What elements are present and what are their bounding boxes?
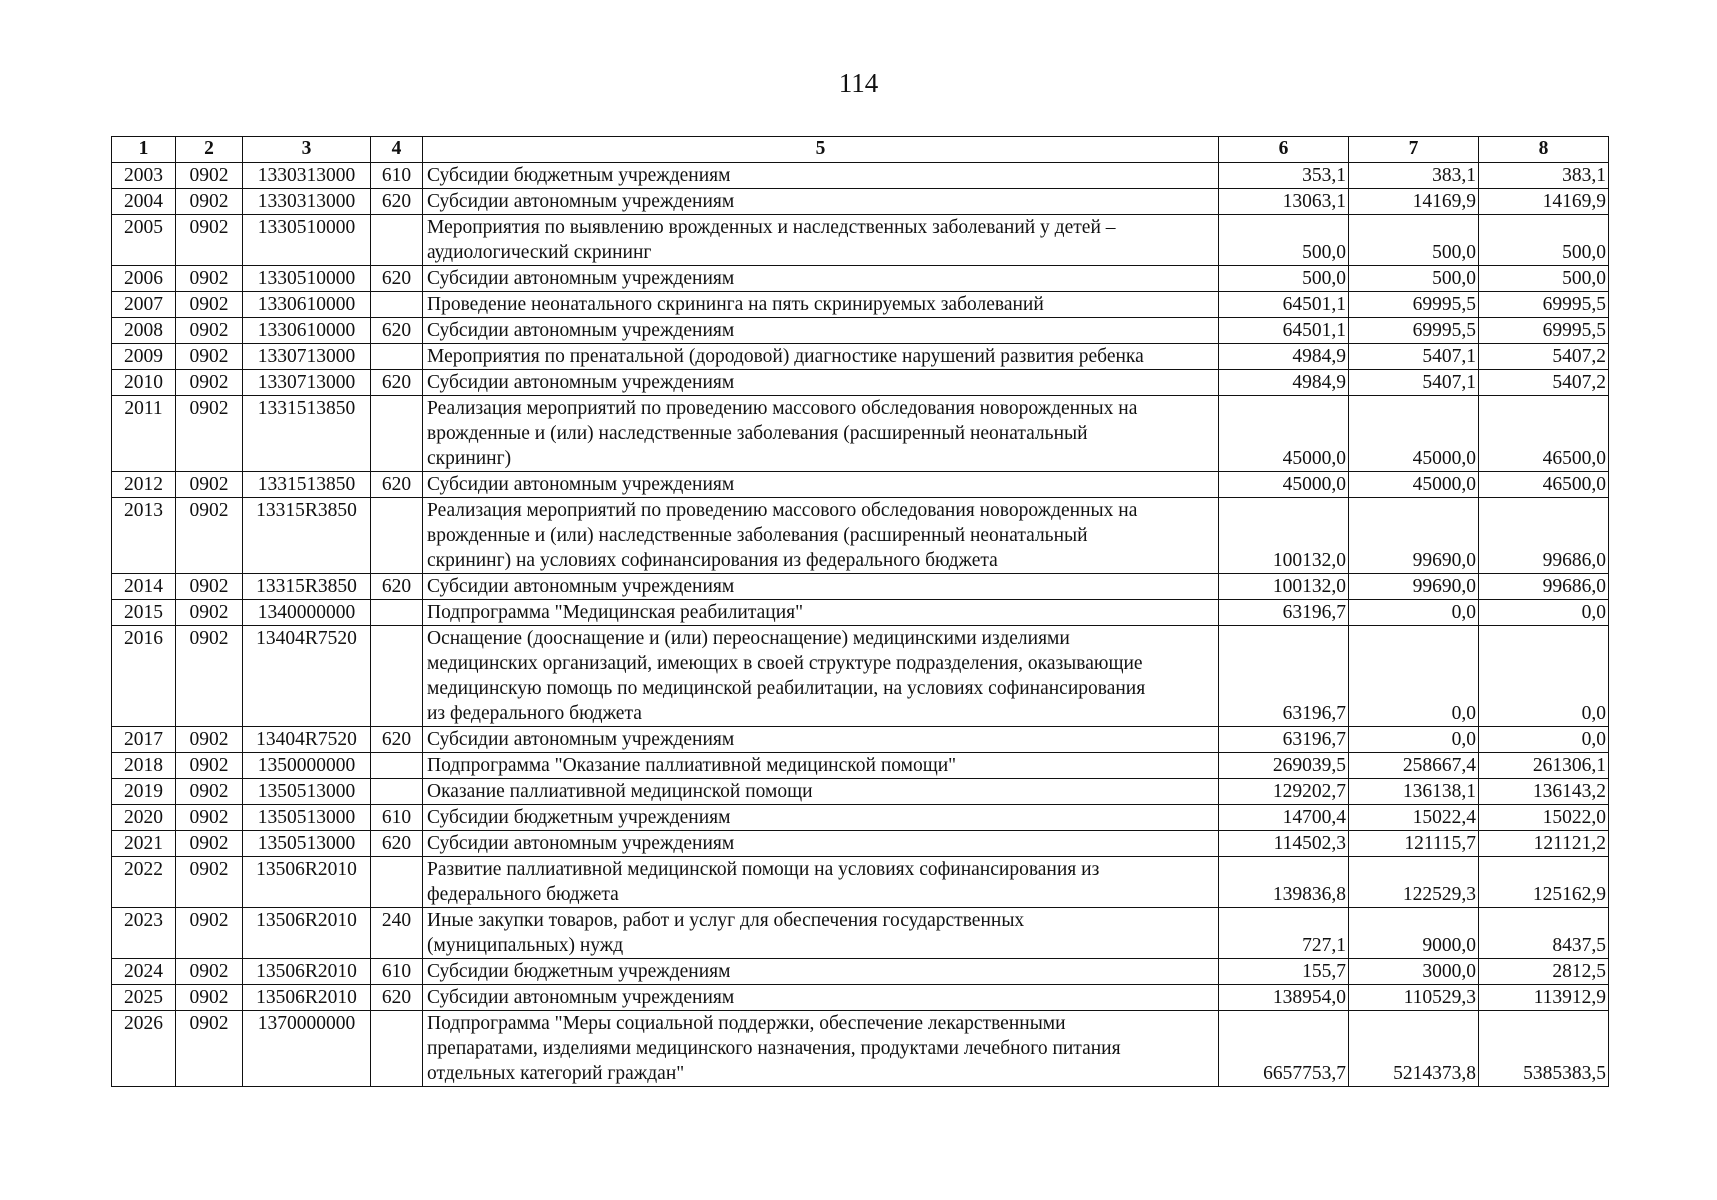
amount-col6-cell: 100132,0 [1219, 498, 1349, 574]
item-name-cell: Развитие паллиативной медицинской помощи на условиях софинансирования из федерального бюджета [423, 857, 1219, 908]
table-row [112, 805, 1609, 831]
item-name-cell: Субсидии автономным учреждениям [423, 831, 1219, 857]
amount-col7-cell: 121115,7 [1349, 831, 1479, 857]
section-code-cell: 0902 [176, 985, 243, 1011]
amount-col7-cell: 258667,4 [1349, 753, 1479, 779]
target-code-cell: 1331513850 [243, 472, 371, 498]
row-number-cell: 2005 [112, 215, 176, 266]
section-code-cell: 0902 [176, 266, 243, 292]
table-row [112, 498, 1609, 574]
target-code-cell: 1350000000 [243, 753, 371, 779]
item-name-cell: Субсидии автономным учреждениям [423, 985, 1219, 1011]
amount-col6-cell: 63196,7 [1219, 626, 1349, 727]
table-row [112, 908, 1609, 959]
expense-type-cell [371, 600, 423, 626]
column-header: 6 [1219, 137, 1349, 163]
target-code-cell: 1340000000 [243, 600, 371, 626]
amount-col6-cell: 63196,7 [1219, 600, 1349, 626]
table-row [112, 574, 1609, 600]
target-code-cell: 13315R3850 [243, 574, 371, 600]
amount-col6-cell: 64501,1 [1219, 292, 1349, 318]
amount-col7-cell: 5214373,8 [1349, 1011, 1479, 1087]
item-name-cell: Субсидии автономным учреждениям [423, 318, 1219, 344]
column-header: 3 [243, 137, 371, 163]
amount-col8-cell: 0,0 [1479, 600, 1609, 626]
item-name-cell: Мероприятия по пренатальной (дородовой) диагностике нарушений развития ребенка [423, 344, 1219, 370]
row-number-cell: 2015 [112, 600, 176, 626]
row-number-cell: 2018 [112, 753, 176, 779]
row-number-cell: 2022 [112, 857, 176, 908]
expense-type-cell: 620 [371, 189, 423, 215]
row-number-cell: 2026 [112, 1011, 176, 1087]
row-number-cell: 2019 [112, 779, 176, 805]
row-number-cell: 2008 [112, 318, 176, 344]
amount-col7-cell: 5407,1 [1349, 370, 1479, 396]
table-row [112, 318, 1609, 344]
amount-col6-cell: 114502,3 [1219, 831, 1349, 857]
section-code-cell: 0902 [176, 215, 243, 266]
amount-col8-cell: 69995,5 [1479, 292, 1609, 318]
amount-col8-cell: 113912,9 [1479, 985, 1609, 1011]
expense-type-cell: 620 [371, 831, 423, 857]
expense-type-cell [371, 1011, 423, 1087]
expense-type-cell: 620 [371, 266, 423, 292]
amount-col8-cell: 99686,0 [1479, 574, 1609, 600]
row-number-cell: 2021 [112, 831, 176, 857]
row-number-cell: 2010 [112, 370, 176, 396]
target-code-cell: 1330610000 [243, 292, 371, 318]
item-name-cell: Подпрограмма "Оказание паллиативной медицинской помощи" [423, 753, 1219, 779]
row-number-cell: 2025 [112, 985, 176, 1011]
amount-col7-cell: 15022,4 [1349, 805, 1479, 831]
amount-col6-cell: 45000,0 [1219, 396, 1349, 472]
amount-col8-cell: 5407,2 [1479, 344, 1609, 370]
expense-type-cell: 620 [371, 985, 423, 1011]
target-code-cell: 1350513000 [243, 805, 371, 831]
budget-table [111, 136, 1609, 1087]
target-code-cell: 13404R7520 [243, 727, 371, 753]
amount-col7-cell: 0,0 [1349, 600, 1479, 626]
row-number-cell: 2003 [112, 163, 176, 189]
table-row [112, 163, 1609, 189]
amount-col6-cell: 500,0 [1219, 266, 1349, 292]
section-code-cell: 0902 [176, 396, 243, 472]
amount-col6-cell: 63196,7 [1219, 727, 1349, 753]
target-code-cell: 1330313000 [243, 163, 371, 189]
amount-col7-cell: 0,0 [1349, 626, 1479, 727]
amount-col7-cell: 500,0 [1349, 215, 1479, 266]
expense-type-cell: 620 [371, 574, 423, 600]
section-code-cell: 0902 [176, 574, 243, 600]
amount-col7-cell: 99690,0 [1349, 498, 1479, 574]
expense-type-cell [371, 857, 423, 908]
target-code-cell: 1370000000 [243, 1011, 371, 1087]
row-number-cell: 2020 [112, 805, 176, 831]
amount-col7-cell: 45000,0 [1349, 396, 1479, 472]
amount-col7-cell: 69995,5 [1349, 292, 1479, 318]
table-row [112, 727, 1609, 753]
amount-col6-cell: 64501,1 [1219, 318, 1349, 344]
row-number-cell: 2011 [112, 396, 176, 472]
expense-type-cell [371, 498, 423, 574]
amount-col7-cell: 3000,0 [1349, 959, 1479, 985]
expense-type-cell: 240 [371, 908, 423, 959]
table-row [112, 1011, 1609, 1087]
target-code-cell: 1330713000 [243, 370, 371, 396]
expense-type-cell: 620 [371, 318, 423, 344]
table-row [112, 215, 1609, 266]
expense-type-cell: 610 [371, 805, 423, 831]
amount-col8-cell: 383,1 [1479, 163, 1609, 189]
table-row [112, 600, 1609, 626]
amount-col6-cell: 139836,8 [1219, 857, 1349, 908]
section-code-cell: 0902 [176, 163, 243, 189]
amount-col8-cell: 69995,5 [1479, 318, 1609, 344]
amount-col8-cell: 121121,2 [1479, 831, 1609, 857]
amount-col7-cell: 136138,1 [1349, 779, 1479, 805]
section-code-cell: 0902 [176, 727, 243, 753]
target-code-cell: 13506R2010 [243, 985, 371, 1011]
section-code-cell: 0902 [176, 1011, 243, 1087]
target-code-cell: 1331513850 [243, 396, 371, 472]
column-header: 8 [1479, 137, 1609, 163]
amount-col7-cell: 69995,5 [1349, 318, 1479, 344]
item-name-cell: Субсидии автономным учреждениям [423, 266, 1219, 292]
row-number-cell: 2017 [112, 727, 176, 753]
amount-col8-cell: 500,0 [1479, 215, 1609, 266]
amount-col6-cell: 14700,4 [1219, 805, 1349, 831]
page-number: 114 [838, 68, 879, 98]
amount-col8-cell: 14169,9 [1479, 189, 1609, 215]
amount-col8-cell: 46500,0 [1479, 396, 1609, 472]
amount-col6-cell: 4984,9 [1219, 344, 1349, 370]
section-code-cell: 0902 [176, 189, 243, 215]
section-code-cell: 0902 [176, 779, 243, 805]
expense-type-cell [371, 396, 423, 472]
table-row [112, 396, 1609, 472]
item-name-cell: Субсидии бюджетным учреждениям [423, 959, 1219, 985]
table-row [112, 189, 1609, 215]
amount-col8-cell: 261306,1 [1479, 753, 1609, 779]
table-row [112, 626, 1609, 727]
row-number-cell: 2016 [112, 626, 176, 727]
section-code-cell: 0902 [176, 626, 243, 727]
table-row [112, 344, 1609, 370]
amount-col8-cell: 8437,5 [1479, 908, 1609, 959]
target-code-cell: 1330510000 [243, 215, 371, 266]
amount-col8-cell: 136143,2 [1479, 779, 1609, 805]
amount-col6-cell: 727,1 [1219, 908, 1349, 959]
header-row [112, 137, 1609, 163]
amount-col8-cell: 46500,0 [1479, 472, 1609, 498]
amount-col8-cell: 0,0 [1479, 626, 1609, 727]
table-row [112, 266, 1609, 292]
section-code-cell: 0902 [176, 472, 243, 498]
table-row [112, 959, 1609, 985]
amount-col7-cell: 5407,1 [1349, 344, 1479, 370]
section-code-cell: 0902 [176, 498, 243, 574]
table-row [112, 779, 1609, 805]
row-number-cell: 2013 [112, 498, 176, 574]
table-row [112, 292, 1609, 318]
amount-col7-cell: 0,0 [1349, 727, 1479, 753]
amount-col7-cell: 14169,9 [1349, 189, 1479, 215]
target-code-cell: 1330510000 [243, 266, 371, 292]
table-row [112, 985, 1609, 1011]
item-name-cell: Субсидии автономным учреждениям [423, 727, 1219, 753]
amount-col7-cell: 500,0 [1349, 266, 1479, 292]
expense-type-cell: 620 [371, 472, 423, 498]
item-name-cell: Субсидии автономным учреждениям [423, 574, 1219, 600]
expense-type-cell: 610 [371, 163, 423, 189]
item-name-cell: Субсидии автономным учреждениям [423, 189, 1219, 215]
amount-col6-cell: 129202,7 [1219, 779, 1349, 805]
amount-col7-cell: 110529,3 [1349, 985, 1479, 1011]
section-code-cell: 0902 [176, 831, 243, 857]
item-name-cell: Реализация мероприятий по проведению массового обследования новорожденных на врожденные и (или) наследственные заболевания (расширенный неонатальный скрининг) [423, 396, 1219, 472]
target-code-cell: 1350513000 [243, 779, 371, 805]
amount-col6-cell: 353,1 [1219, 163, 1349, 189]
item-name-cell: Мероприятия по выявлению врожденных и наследственных заболеваний у детей – аудиологический скрининг [423, 215, 1219, 266]
amount-col7-cell: 99690,0 [1349, 574, 1479, 600]
amount-col8-cell: 500,0 [1479, 266, 1609, 292]
amount-col7-cell: 122529,3 [1349, 857, 1479, 908]
section-code-cell: 0902 [176, 318, 243, 344]
section-code-cell: 0902 [176, 600, 243, 626]
column-header: 2 [176, 137, 243, 163]
expense-type-cell: 610 [371, 959, 423, 985]
table-row [112, 831, 1609, 857]
expense-type-cell: 620 [371, 370, 423, 396]
section-code-cell: 0902 [176, 753, 243, 779]
expense-type-cell: 620 [371, 727, 423, 753]
amount-col6-cell: 100132,0 [1219, 574, 1349, 600]
amount-col6-cell: 500,0 [1219, 215, 1349, 266]
item-name-cell: Оказание паллиативной медицинской помощи [423, 779, 1219, 805]
row-number-cell: 2023 [112, 908, 176, 959]
amount-col8-cell: 5407,2 [1479, 370, 1609, 396]
expense-type-cell [371, 215, 423, 266]
section-code-cell: 0902 [176, 370, 243, 396]
section-code-cell: 0902 [176, 805, 243, 831]
section-code-cell: 0902 [176, 857, 243, 908]
amount-col7-cell: 383,1 [1349, 163, 1479, 189]
amount-col6-cell: 269039,5 [1219, 753, 1349, 779]
row-number-cell: 2006 [112, 266, 176, 292]
amount-col8-cell: 5385383,5 [1479, 1011, 1609, 1087]
table-row [112, 857, 1609, 908]
amount-col8-cell: 15022,0 [1479, 805, 1609, 831]
item-name-cell: Реализация мероприятий по проведению массового обследования новорожденных на врожденные и (или) наследственные заболевания (расширенный неонатальный скрининг) на условиях софинансирования из федерального бюджета [423, 498, 1219, 574]
target-code-cell: 13506R2010 [243, 857, 371, 908]
row-number-cell: 2024 [112, 959, 176, 985]
section-code-cell: 0902 [176, 908, 243, 959]
item-name-cell: Подпрограмма "Медицинская реабилитация" [423, 600, 1219, 626]
amount-col8-cell: 99686,0 [1479, 498, 1609, 574]
amount-col7-cell: 9000,0 [1349, 908, 1479, 959]
row-number-cell: 2014 [112, 574, 176, 600]
column-header: 4 [371, 137, 423, 163]
amount-col8-cell: 0,0 [1479, 727, 1609, 753]
item-name-cell: Проведение неонатального скрининга на пять скринируемых заболеваний [423, 292, 1219, 318]
amount-col6-cell: 138954,0 [1219, 985, 1349, 1011]
row-number-cell: 2007 [112, 292, 176, 318]
expense-type-cell [371, 626, 423, 727]
amount-col6-cell: 4984,9 [1219, 370, 1349, 396]
table-row [112, 472, 1609, 498]
target-code-cell: 13506R2010 [243, 959, 371, 985]
amount-col7-cell: 45000,0 [1349, 472, 1479, 498]
row-number-cell: 2009 [112, 344, 176, 370]
expense-type-cell [371, 753, 423, 779]
item-name-cell: Субсидии бюджетным учреждениям [423, 805, 1219, 831]
item-name-cell: Субсидии автономным учреждениям [423, 472, 1219, 498]
target-code-cell: 1330610000 [243, 318, 371, 344]
table-row [112, 753, 1609, 779]
item-name-cell: Иные закупки товаров, работ и услуг для обеспечения государственных (муниципальных) нужд [423, 908, 1219, 959]
amount-col8-cell: 2812,5 [1479, 959, 1609, 985]
item-name-cell: Оснащение (дооснащение и (или) переоснащение) медицинскими изделиями медицинских организаций, имеющих в своей структуре подразделения, оказывающие медицинскую помощь по медицинской реабилитации, на условиях софинансирования из федерального бюджета [423, 626, 1219, 727]
target-code-cell: 13315R3850 [243, 498, 371, 574]
expense-type-cell [371, 344, 423, 370]
target-code-cell: 13404R7520 [243, 626, 371, 727]
item-name-cell: Подпрограмма "Меры социальной поддержки, обеспечение лекарственными препаратами, изделиями медицинского назначения, продуктами лечебного питания отдельных категорий граждан" [423, 1011, 1219, 1087]
amount-col6-cell: 45000,0 [1219, 472, 1349, 498]
target-code-cell: 1330313000 [243, 189, 371, 215]
target-code-cell: 1330713000 [243, 344, 371, 370]
item-name-cell: Субсидии бюджетным учреждениям [423, 163, 1219, 189]
amount-col6-cell: 13063,1 [1219, 189, 1349, 215]
amount-col6-cell: 6657753,7 [1219, 1011, 1349, 1087]
column-header: 1 [112, 137, 176, 163]
target-code-cell: 13506R2010 [243, 908, 371, 959]
expense-type-cell [371, 292, 423, 318]
amount-col6-cell: 155,7 [1219, 959, 1349, 985]
section-code-cell: 0902 [176, 292, 243, 318]
item-name-cell: Субсидии автономным учреждениям [423, 370, 1219, 396]
column-header: 7 [1349, 137, 1479, 163]
table-row [112, 370, 1609, 396]
row-number-cell: 2004 [112, 189, 176, 215]
expense-type-cell [371, 779, 423, 805]
column-header: 5 [423, 137, 1219, 163]
section-code-cell: 0902 [176, 959, 243, 985]
amount-col8-cell: 125162,9 [1479, 857, 1609, 908]
target-code-cell: 1350513000 [243, 831, 371, 857]
section-code-cell: 0902 [176, 344, 243, 370]
row-number-cell: 2012 [112, 472, 176, 498]
